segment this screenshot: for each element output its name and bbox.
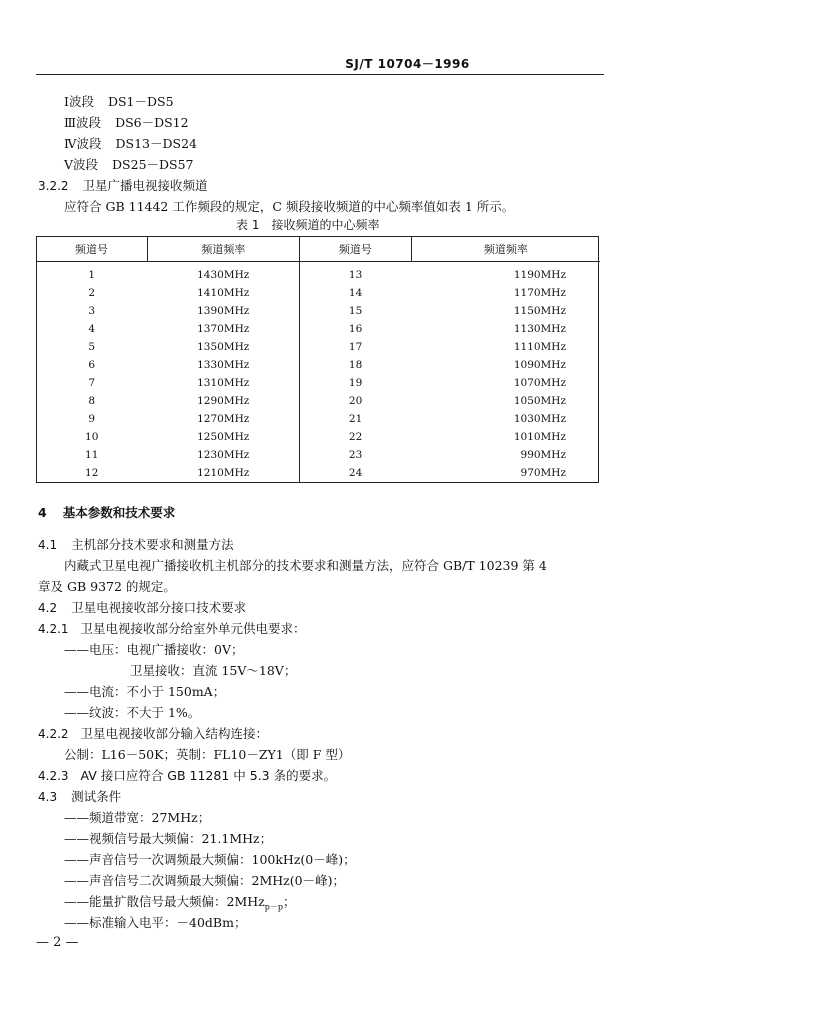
section-42-heading: 4.2 卫星电视接收部分接口技术要求 — [38, 600, 247, 615]
channel-frequency-cell: 1130MHz — [513, 323, 566, 335]
table-row — [36, 374, 600, 392]
channel-frequency-cell: 1410MHz — [147, 284, 299, 302]
channel-number-cell: 11 — [85, 449, 99, 461]
header-rule — [36, 74, 604, 75]
table-row — [36, 338, 600, 356]
column-header: 频道频率 — [411, 236, 600, 262]
channel-number-cell: 12 — [85, 467, 99, 479]
channel-frequency-cell: 1430MHz — [147, 262, 299, 285]
channel-frequency-cell: 1270MHz — [147, 410, 299, 428]
channel-frequency-cell: 1010MHz — [513, 431, 566, 443]
section-41-text-line1: 内藏式卫星电视广播接收机主机部分的技术要求和测量方法，应符合 GB/T 10239 第 4 — [64, 558, 547, 573]
channel-number-cell: 19 — [348, 377, 363, 389]
subscript-pp: p－p — [264, 902, 283, 912]
channel-number-cell: 21 — [348, 413, 363, 425]
channel-number-cell: 10 — [85, 431, 99, 443]
channel-frequency-cell: 1090MHz — [513, 359, 566, 371]
channel-frequency-cell: 1190MHz — [513, 269, 566, 281]
channel-number-cell: 14 — [348, 287, 363, 299]
test-condition-item: ——声音信号二次调频最大频偏：2MHz(0－峰)； — [64, 873, 345, 888]
channel-frequency-cell: 1230MHz — [147, 446, 299, 464]
channel-number-cell: 1 — [88, 269, 96, 281]
section-41-text-line2: 章及 GB 9372 的规定。 — [38, 579, 176, 594]
section-41-heading: 4.1 主机部分技术要求和测量方法 — [38, 537, 234, 552]
channel-frequency-cell: 1210MHz — [147, 464, 299, 482]
channel-number-cell: 23 — [348, 449, 363, 461]
channel-frequency-cell: 1070MHz — [513, 377, 566, 389]
band-item: Ⅰ波段 DS1－DS5 — [64, 94, 174, 109]
column-header: 频道频率 — [147, 236, 299, 262]
section-421-heading: 4.2.1 卫星电视接收部分给室外单元供电要求： — [38, 621, 306, 636]
channel-frequency-cell: 1370MHz — [147, 320, 299, 338]
channel-number-cell: 18 — [348, 359, 363, 371]
table-row — [36, 392, 600, 410]
channel-number-cell: 6 — [88, 359, 96, 371]
channel-frequency-cell: 1050MHz — [513, 395, 566, 407]
test-condition-item: ——频道带宽：27MHz； — [64, 810, 211, 825]
channel-frequency-cell: 1310MHz — [147, 374, 299, 392]
current-line: ——电流：不小于 150mA； — [64, 684, 226, 699]
channel-number-cell: 5 — [88, 341, 96, 353]
channel-number-cell: 17 — [348, 341, 363, 353]
column-header: 频道号 — [299, 236, 411, 262]
table-row — [36, 262, 600, 285]
channel-number-cell: 24 — [348, 467, 363, 479]
channel-frequency-cell: 1390MHz — [147, 302, 299, 320]
table-row — [36, 446, 600, 464]
channel-number-cell: 16 — [348, 323, 363, 335]
channel-number-cell: 13 — [348, 269, 363, 281]
channel-frequency-cell: 1030MHz — [513, 413, 566, 425]
channel-number-cell: 4 — [88, 323, 96, 335]
channel-frequency-cell: 970MHz — [520, 467, 566, 479]
band-item: Ⅴ波段 DS25－DS57 — [64, 157, 194, 172]
test-condition-item: ——能量扩散信号最大频偏：2MHz$_{p-p}$； — [64, 894, 296, 912]
ripple-line: ——纹波：不大于 1%。 — [64, 705, 201, 720]
voltage-line: ——电压：电视广播接收：0V； — [64, 642, 244, 657]
page-number: — 2 — — [36, 935, 79, 950]
voltage-satellite-line: 卫星接收：直流 15V～18V； — [130, 663, 297, 678]
table-row — [36, 464, 600, 482]
channel-frequency-cell: 1170MHz — [513, 287, 566, 299]
channel-frequency-cell: 1110MHz — [513, 341, 566, 353]
test-condition-item: ——标准输入电平：－40dBm； — [64, 915, 247, 930]
section-422-heading: 4.2.2 卫星电视接收部分输入结构连接： — [38, 726, 269, 741]
table-row — [36, 428, 600, 446]
table-row — [36, 284, 600, 302]
column-header: 频道号 — [36, 236, 147, 262]
section-423: 4.2.3 AV 接口应符合 GB 11281 中 5.3 条的要求。 — [38, 768, 337, 783]
channel-number-cell: 15 — [348, 305, 363, 317]
table-header-row — [36, 236, 600, 262]
channel-number-cell: 8 — [88, 395, 96, 407]
channel-frequency-cell: 1250MHz — [147, 428, 299, 446]
channel-frequency-cell: 1150MHz — [513, 305, 566, 317]
channel-number-cell: 7 — [88, 377, 96, 389]
frequency-table — [36, 236, 600, 482]
table-row — [36, 356, 600, 374]
channel-number-cell: 20 — [348, 395, 363, 407]
standard-id-header: SJ/T 10704－1996 — [345, 57, 470, 71]
section-322-heading: 3.2.2 卫星广播电视接收频道 — [38, 178, 208, 193]
channel-number-cell: 9 — [88, 413, 96, 425]
channel-frequency-cell: 990MHz — [520, 449, 566, 461]
section-322-text: 应符合 GB 11442 工作频段的规定，C 频段接收频道的中心频率值如表 1 所示。 — [64, 199, 515, 214]
channel-frequency-cell: 1290MHz — [147, 392, 299, 410]
band-item: Ⅲ波段 DS6－DS12 — [64, 115, 189, 130]
channel-number-cell: 3 — [88, 305, 96, 317]
section-4-heading: 4 基本参数和技术要求 — [38, 505, 176, 520]
channel-frequency-cell: 1350MHz — [147, 338, 299, 356]
section-43-heading: 4.3 测试条件 — [38, 789, 122, 804]
channel-number-cell: 2 — [88, 287, 96, 299]
channel-frequency-cell: 1330MHz — [147, 356, 299, 374]
channel-number-cell: 22 — [348, 431, 363, 443]
table-caption: 表 1 接收频道的中心频率 — [236, 218, 380, 232]
table-row — [36, 410, 600, 428]
table-row — [36, 320, 600, 338]
test-condition-item: ——视频信号最大频偏：21.1MHz； — [64, 831, 273, 846]
test-condition-item: ——声音信号一次调频最大频偏：100kHz(0－峰)； — [64, 852, 356, 867]
connector-spec: 公制：L16－50K；英制：FL10－ZY1（即 F 型） — [64, 747, 351, 762]
table-row — [36, 302, 600, 320]
band-item: Ⅳ波段 DS13－DS24 — [64, 136, 197, 151]
